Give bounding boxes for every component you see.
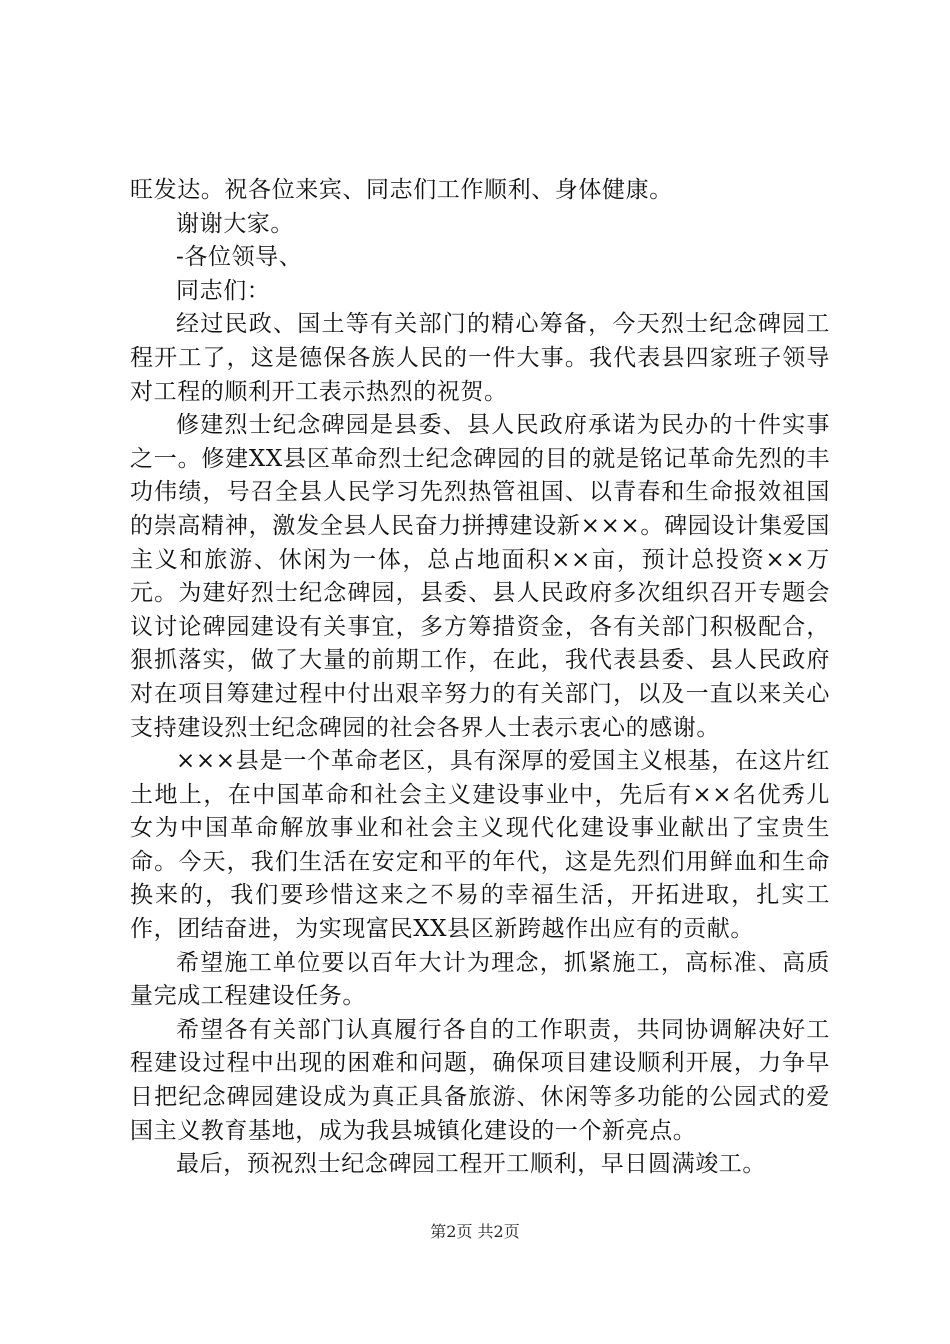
document-body <box>130 174 830 1182</box>
paragraph: 最后，预祝烈士纪念碑园工程开工顺利，早日圆满竣工。 <box>176 1151 766 1178</box>
paragraph: 希望各有关部门认真履行各自的工作职责，共同协调解决好工程建设过程中出现的困难和问题，确保项目建设顺利开展，力争早日把纪念碑园建设成为真正具备旅游、休闲等多功能的公园式的爱国主义教育基地，成为我县城镇化建设的一个新亮点。 <box>130 1016 830 1144</box>
paragraph: -各位领导、 <box>176 244 303 271</box>
paragraph: 谢谢大家。 <box>176 210 294 237</box>
page-number-label: 第2页 共2页 <box>430 1222 520 1241</box>
paragraph: 旺发达。祝各位来宾、同志们工作顺利、身体健康。 <box>130 177 673 203</box>
page-footer <box>0 1222 950 1242</box>
paragraph: 修建烈士纪念碑园是县委、县人民政府承诺为民办的十件实事之一。修建XX县区革命烈士纪念碑园的目的就是铭记革命先烈的丰功伟绩，号召全县人民学习先烈热管祖国、以青春和生命报效祖国的崇高精神，激发全县人民奋力拼搏建设新×××。碑园设计集爱国主义和旅游、休闲为一体，总占地面积××亩，预计总投资××万元。为建好烈士纪念碑园，县委、县人民政府多次组织召开专题会议讨论碑园建设有关事宜，多方筹措资金，各有关部门积极配合，狠抓落实，做了大量的前期工作，在此，我代表县委、县人民政府对在项目筹建过程中付出艰辛努力的有关部门，以及一直以来关心支持建设烈士纪念碑园的社会各界人士表示衷心的感谢。 <box>130 412 830 741</box>
paragraph: 经过民政、国土等有关部门的精心筹备，今天烈士纪念碑园工程开工了，这是德保各族人民的一件大事。我代表县四家班子领导对工程的顺利开工表示热烈的祝贺。 <box>130 311 830 405</box>
paragraph: ×××县是一个革命老区，具有深厚的爱国主义根基，在这片红土地上，在中国革命和社会主义建设事业中，先后有××名优秀儿女为中国革命解放事业和社会主义现代化建设事业献出了宝贵生命。今天，我们生活在安定和平的年代，这是先烈们用鲜血和生命换来的，我们要珍惜这来之不易的幸福生活，开拓进取，扎实工作，团结奋进，为实现富民XX县区新跨越作出应有的贡献。 <box>130 748 830 943</box>
paragraph: 希望施工单位要以百年大计为理念，抓紧施工，高标准、高质量完成工程建设任务。 <box>130 949 830 1010</box>
paragraph: 同志们： <box>176 277 271 304</box>
